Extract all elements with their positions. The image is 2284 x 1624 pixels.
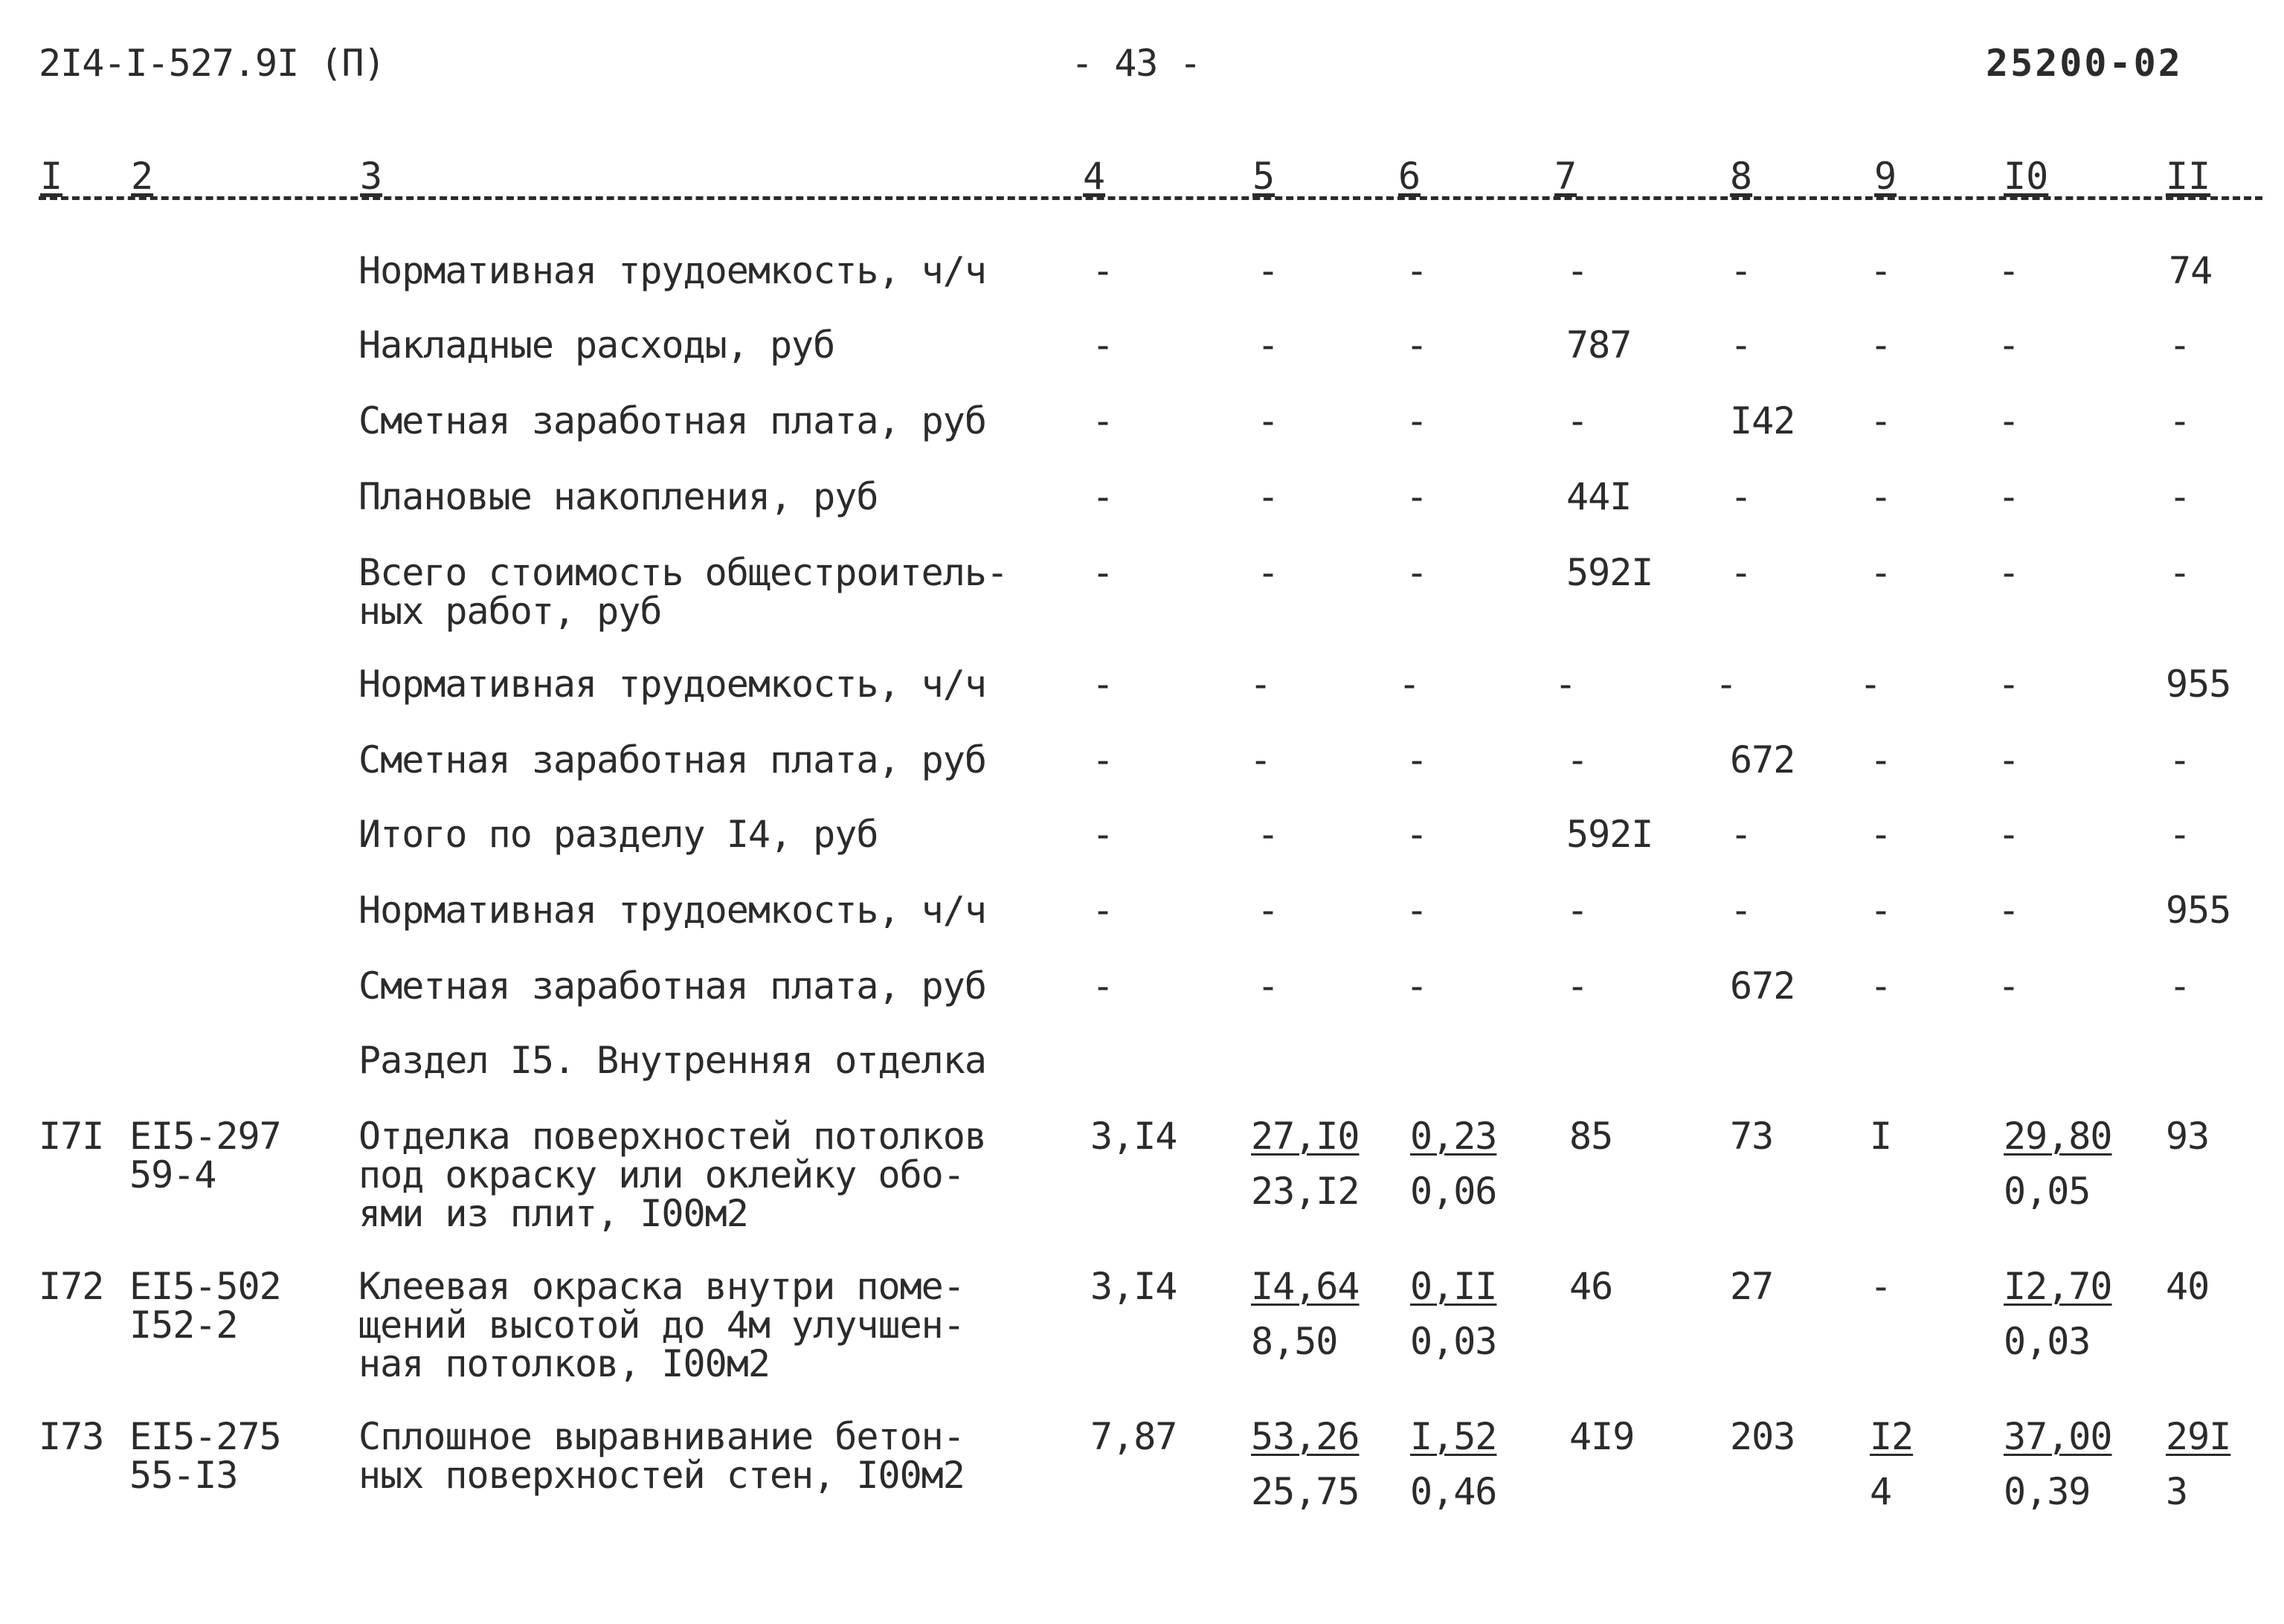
cell-col5-bottom: 23,I2 (1251, 1170, 1360, 1213)
row-description: Накладные расходы, руб (358, 323, 835, 367)
cell-col5: - (1249, 738, 1272, 782)
cell-col8: - (1730, 249, 1752, 292)
cell-col5: - (1257, 399, 1279, 442)
cell-col4: 3,I4 (1090, 1115, 1177, 1158)
cell-col7: - (1566, 964, 1589, 1008)
cell-col10-bottom: 0,05 (2004, 1170, 2091, 1213)
cell-col11-top: 29I (2166, 1415, 2231, 1458)
cell-col5: - (1257, 323, 1279, 367)
cell-col9-top: I2 (1870, 1415, 1914, 1458)
cell-col6: - (1406, 323, 1428, 367)
cell-col10: - (1998, 663, 2020, 706)
row-description: Нормативная трудоемкость, ч/ч (358, 889, 986, 932)
row-description: Сметная заработная плата, руб (358, 399, 986, 442)
row-description: Нормативная трудоемкость, ч/ч (358, 249, 986, 292)
cell-col10: - (1998, 249, 2020, 292)
cell-col4: - (1092, 323, 1114, 367)
cell-col10-top: I2,70 (2004, 1265, 2112, 1308)
cell-col10-top: 29,80 (2004, 1115, 2112, 1158)
cell-col9: - (1870, 249, 1892, 292)
row-description: Сметная заработная плата, руб (358, 964, 986, 1008)
cell-col10: - (1998, 813, 2020, 856)
cell-col10: - (1998, 323, 2020, 367)
cell-col9: - (1870, 323, 1892, 367)
cell-col11: - (2169, 738, 2191, 782)
cell-col10-top: 37,00 (2004, 1415, 2112, 1458)
cell-col6-top: I,52 (1410, 1415, 1497, 1458)
item-code: EI5-297 59-4 (129, 1115, 281, 1196)
cell-col10: - (1998, 889, 2020, 932)
cell-col6: - (1406, 475, 1428, 518)
cell-col6: - (1406, 889, 1428, 932)
cell-col5-bottom: 25,75 (1251, 1470, 1360, 1513)
item-number: I7I (39, 1115, 104, 1158)
cell-col10: - (1998, 399, 2020, 442)
cell-col11: - (2169, 475, 2191, 518)
cell-col8: - (1730, 813, 1752, 856)
cell-col6: - (1406, 249, 1428, 292)
cell-col6: - (1406, 964, 1428, 1008)
row-description: Отделка поверхностей потолков под окраску или оклейку обо- ями из плит, I00м2 (358, 1115, 986, 1235)
cell-col11: - (2169, 399, 2191, 442)
cell-col4: - (1092, 399, 1114, 442)
header-dashed-rule (39, 196, 2262, 200)
row-description: Сметная заработная плата, руб (358, 738, 986, 782)
cell-col4: - (1092, 738, 1114, 782)
cell-col5: - (1257, 249, 1279, 292)
cell-col8: - (1730, 551, 1752, 594)
cell-col6: - (1398, 663, 1421, 706)
row-description: Клеевая окраска внутри поме- щений высотой до 4м улучшен- ная потолков, I00м2 (358, 1265, 965, 1385)
cell-col9: - (1870, 964, 1892, 1008)
column-number: 4 (1083, 155, 1106, 198)
cell-col9-bottom: 4 (1870, 1470, 1892, 1513)
cell-col9: - (1870, 813, 1892, 856)
column-number: 6 (1398, 155, 1421, 198)
cell-col8: 203 (1730, 1415, 1795, 1458)
section-title: Раздел I5. Внутренняя отделка (358, 1039, 986, 1082)
cell-col6-top: 0,23 (1410, 1115, 1497, 1158)
cell-col6: - (1406, 813, 1428, 856)
cell-col6-bottom: 0,46 (1410, 1470, 1497, 1513)
item-code: EI5-502 I52-2 (129, 1265, 281, 1347)
cell-col8: - (1715, 663, 1737, 706)
cell-col8: - (1730, 889, 1752, 932)
cell-col10: - (1998, 475, 2020, 518)
cell-col7: 85 (1569, 1115, 1613, 1158)
cell-col8: 672 (1730, 964, 1795, 1008)
column-number: 3 (360, 155, 383, 198)
cell-col7: - (1554, 663, 1577, 706)
row-description: Плановые накопления, руб (358, 475, 878, 518)
archive-number: 25200-02 (1986, 42, 2183, 85)
cell-col7: - (1566, 738, 1589, 782)
column-number: 9 (1874, 155, 1897, 198)
cell-col11: - (2169, 964, 2191, 1008)
cell-col9: - (1870, 738, 1892, 782)
cell-col9: - (1859, 663, 1882, 706)
document-code: 2I4-I-527.9I (П) (39, 42, 385, 85)
cell-col7: 44I (1566, 475, 1632, 518)
cell-col5: - (1249, 663, 1272, 706)
column-number: 7 (1554, 155, 1577, 198)
cell-col10: - (1998, 551, 2020, 594)
cell-col8: 672 (1730, 738, 1795, 782)
cell-col10-bottom: 0,39 (2004, 1470, 2091, 1513)
cell-col5: - (1257, 813, 1279, 856)
cell-col5-top: 27,I0 (1251, 1115, 1360, 1158)
cell-col5-top: I4,64 (1251, 1265, 1360, 1308)
column-number: I0 (2004, 155, 2049, 198)
cell-col7: 592I (1566, 813, 1653, 856)
cell-col5-top: 53,26 (1251, 1415, 1360, 1458)
cell-col10: - (1998, 964, 2020, 1008)
column-number: 8 (1730, 155, 1753, 198)
cell-col4: - (1092, 964, 1114, 1008)
row-description: Нормативная трудоемкость, ч/ч (358, 663, 986, 706)
item-code: EI5-275 55-I3 (129, 1415, 281, 1497)
row-description: Сплошное выравнивание бетон- ных поверхностей стен, I00м2 (358, 1415, 965, 1497)
cell-col11: 955 (2166, 889, 2231, 932)
cell-col7: - (1566, 889, 1589, 932)
cell-col7: 592I (1566, 551, 1653, 594)
cell-col5: - (1257, 475, 1279, 518)
item-number: I72 (39, 1265, 104, 1308)
cell-col5: - (1257, 551, 1279, 594)
cell-col9: - (1870, 889, 1892, 932)
cell-col7: 46 (1569, 1265, 1613, 1308)
cell-col4: - (1092, 889, 1114, 932)
cell-col11: 955 (2166, 663, 2231, 706)
cell-col4: - (1092, 551, 1114, 594)
cell-col4: 7,87 (1090, 1415, 1177, 1458)
cell-col6-bottom: 0,03 (1410, 1320, 1497, 1363)
cell-col4: - (1092, 663, 1114, 706)
cell-col11: 74 (2169, 249, 2213, 292)
cell-col4: - (1092, 249, 1114, 292)
cell-col7: - (1566, 399, 1589, 442)
cell-col8: - (1730, 323, 1752, 367)
cell-col9: - (1870, 551, 1892, 594)
cell-col4: - (1092, 813, 1114, 856)
cell-col6-top: 0,II (1410, 1265, 1497, 1308)
cell-col8: 73 (1730, 1115, 1774, 1158)
cell-col7: - (1566, 249, 1589, 292)
cell-col11: - (2169, 813, 2191, 856)
column-number: II (2166, 155, 2211, 198)
cell-col6: - (1406, 399, 1428, 442)
cell-col6-bottom: 0,06 (1410, 1170, 1497, 1213)
cell-col9-top: I (1870, 1115, 1892, 1158)
cell-col8: - (1730, 475, 1752, 518)
cell-col6: - (1406, 551, 1428, 594)
cell-col7: 4I9 (1569, 1415, 1635, 1458)
page-number: - 43 - (1071, 42, 1201, 85)
cell-col9-top: - (1870, 1265, 1892, 1308)
cell-col11: - (2169, 551, 2191, 594)
cell-col6: - (1406, 738, 1428, 782)
cell-col5: - (1257, 964, 1279, 1008)
column-number: 5 (1252, 155, 1275, 198)
cell-col11-top: 40 (2166, 1265, 2210, 1308)
cell-col10-bottom: 0,03 (2004, 1320, 2091, 1363)
cell-col5: - (1257, 889, 1279, 932)
cell-col8: 27 (1730, 1265, 1774, 1308)
row-description: Итого по разделу I4, руб (358, 813, 878, 856)
cell-col9: - (1870, 399, 1892, 442)
cell-col8: I42 (1730, 399, 1795, 442)
column-number: I (40, 155, 63, 198)
cell-col5-bottom: 8,50 (1251, 1320, 1338, 1363)
row-description: Всего стоимость общестроитель- ных работ, руб (358, 551, 1009, 633)
column-number: 2 (131, 155, 154, 198)
cell-col4: - (1092, 475, 1114, 518)
cell-col11-bottom: 3 (2166, 1470, 2188, 1513)
cell-col10: - (1998, 738, 2020, 782)
cell-col9: - (1870, 475, 1892, 518)
cell-col11: - (2169, 323, 2191, 367)
item-number: I73 (39, 1415, 104, 1458)
cell-col7: 787 (1566, 323, 1632, 367)
cell-col4: 3,I4 (1090, 1265, 1177, 1308)
cell-col11-top: 93 (2166, 1115, 2210, 1158)
